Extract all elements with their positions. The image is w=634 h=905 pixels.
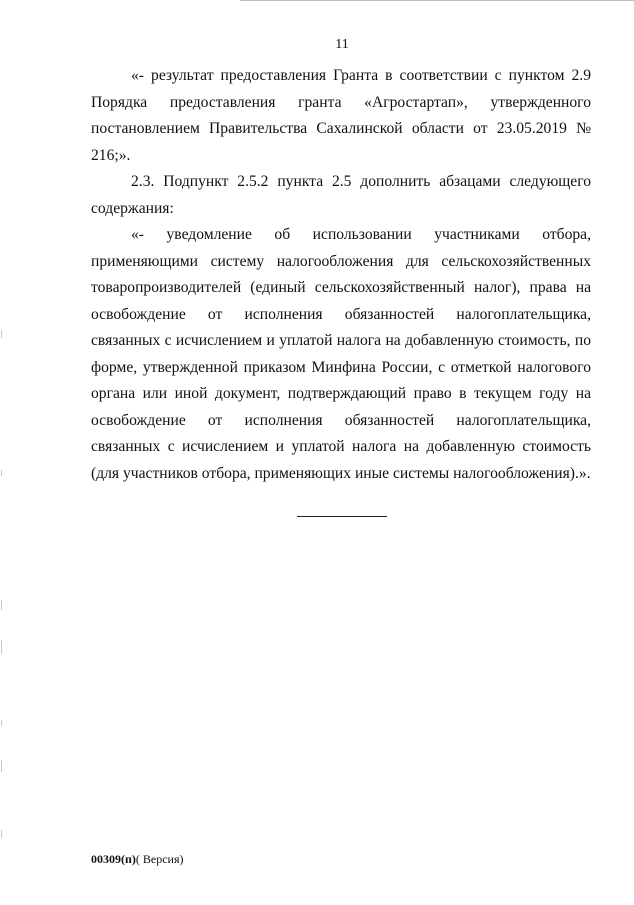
paragraph-grant-result: «- результат предоставления Гранта в соответствии с пунктом 2.9 Порядка предоставления гранта «Агростартап», утвержденного постановлением Правительства Сахалинской области от 23.05.2019 № 216;». xyxy=(91,67,591,164)
left-scan-edge-marks xyxy=(0,0,4,905)
footer-code: 00309(п) xyxy=(91,852,136,866)
document-body xyxy=(91,63,591,487)
footer-document-code xyxy=(91,852,184,867)
end-separator-line xyxy=(297,516,387,517)
paragraph-vat-exemption-notice: «- уведомление об использовании участниками отбора, применяющими систему налогообложения для сельскохозяйственных товаропроизводителей (единый сельскохозяйственный налог), права на освобождение от исполнения обязанностей налогоплательщика, связанных с исчислением и уплатой налога на добавленную стоимость, по форме, утвержденной приказом Минфина России, с отметкой налогового органа или иной документ, подтверждающий право в текущем году на освобождение от исполнения обязанностей налогоплательщика, связанных с исчислением и уплатой налога на добавленную стоимость (для участников отбора, применяющих иные системы налогообложения).». xyxy=(91,226,591,482)
footer-version: ( Версия) xyxy=(135,852,184,866)
page-number: 11 xyxy=(335,37,349,52)
top-scan-edge xyxy=(240,0,634,1)
paragraph-subclause-2-3: 2.3. Подпункт 2.5.2 пункта 2.5 дополнить абзацами следующего содержания: xyxy=(91,173,591,217)
